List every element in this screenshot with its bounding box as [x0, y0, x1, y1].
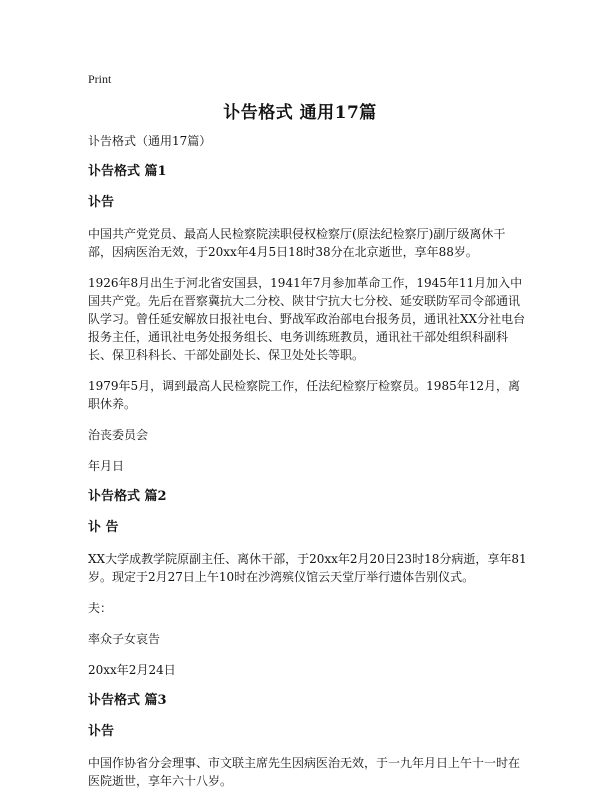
date-line: 20xx年2月24日	[88, 663, 176, 677]
document-subtitle: 讣告格式（通用17篇）	[88, 134, 212, 148]
paragraph: 中国作协省分会理事、市文联主席先生因病医治无效，于一九年月日上午十一时在医院逝世，享年六十八岁。	[88, 756, 521, 788]
notice-heading: 讣告	[88, 195, 115, 210]
family-line: 率众子女哀告	[88, 632, 161, 646]
section-heading: 讣告格式 篇3	[88, 693, 167, 708]
date-line: 年月日	[88, 459, 125, 473]
notice-heading: 讣 告	[88, 520, 119, 535]
paragraph: 中国共产党党员、最高人民检察院渎职侵权检察厅(原法纪检察厅)副厅级离休干部，因病医治无效，于20xx年4月5日18时38分在北京逝世，享年88岁。	[88, 227, 506, 259]
signature: 治丧委员会	[88, 428, 149, 442]
document-body	[88, 132, 528, 803]
paragraph: 1979年5月，调到最高人民检察院工作，任法纪检察厅检察员。1985年12月，离职休养。	[88, 379, 520, 411]
section-heading: 讣告格式 篇2	[88, 489, 167, 504]
spouse-line: 夫：	[88, 601, 113, 615]
page-title: 讣告格式 通用17篇	[223, 103, 377, 123]
paragraph: 1926年8月出生于河北省安国县，1941年7月参加革命工作，1945年11月加入中国共产党。先后在晋察冀抗大二分校、陕甘宁抗大七分校、延安联防军司令部通讯队学习。曾任延安解放日报社电台、野战军政治部电台报务员，通讯社XX分社电台报务主任，通讯社电务处报务组长、电务训练班教员，通讯社干部处组织科副科长、保卫科科长、干部处副处长、保卫处处长等职。	[88, 276, 526, 362]
section-heading: 讣告格式 篇1	[88, 164, 167, 179]
notice-heading: 讣告	[88, 724, 115, 739]
print-link[interactable]: Print	[88, 72, 112, 86]
paragraph: XX大学成教学院原副主任、离休干部，于20xx年2月20日23时18分病逝，享年81岁。现定于2月27日上午10时在沙湾殡仪馆云天堂厅举行遗体告别仪式。	[88, 552, 527, 584]
